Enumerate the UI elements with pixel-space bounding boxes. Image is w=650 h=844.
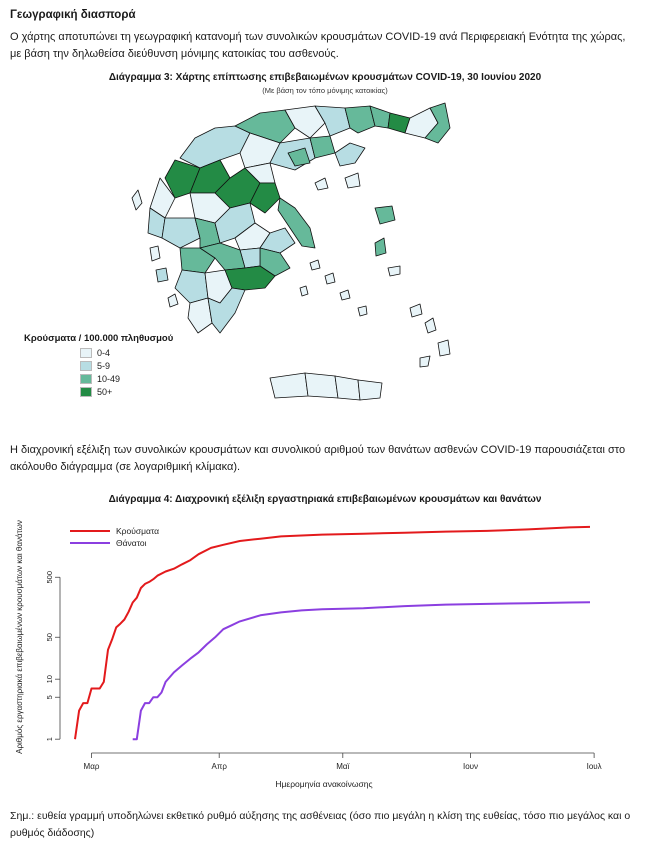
map-region <box>438 340 450 356</box>
map-region <box>175 270 208 303</box>
map-region <box>132 190 142 210</box>
chart-intro-paragraph: Η διαχρονική εξέλιξη των συνολικών κρουσμάτων και συνολικού αριθμού των θανάτων ασθενών COVID-19 παρουσιάζεται στο ακόλουθο διάγραμμα (σε λογαριθμική κλίμακα). <box>10 444 626 473</box>
map-region <box>270 373 308 398</box>
map-region <box>315 178 328 190</box>
chart-footnote: Σημ.: ευθεία γραμμή υποδηλώνει εκθετικό ρυθμό αύξησης της ασθένειας (όσο πιο μεγάλη η κλίση της ευθείας, τόσο πιο μεγάλος και ο ρυθμός διάδοσης) <box>10 810 631 839</box>
legend-swatch <box>80 374 92 384</box>
legend-swatch <box>80 387 92 397</box>
map-region <box>375 206 395 224</box>
map-region <box>388 266 400 276</box>
y-tick-label: 500 <box>45 570 54 584</box>
line-chart-title: Διάγραμμα 4: Διαχρονική εξέλιξη εργαστηριακά επιβεβαιωμένων κρουσμάτων και θανάτων <box>108 494 542 505</box>
map-region <box>340 290 350 300</box>
y-tick-label: 1 <box>45 737 54 742</box>
map-figure-title: Διάγραμμα 3: Χάρτης επίπτωσης επιβεβαιωμένων κρουσμάτων COVID-19, 30 Ιουνίου 2020 <box>108 72 542 83</box>
map-region <box>310 260 320 270</box>
legend-swatch <box>80 361 92 371</box>
map-region <box>325 273 335 284</box>
intro-paragraph: Ο χάρτης αποτυπώνει τη γεωγραφική κατανομή των συνολικών κρουσμάτων COVID-19 ανά Περιφερειακή Ενότητα της χώρας, με βάση την δηλωθείσα διεύθυνση μόνιμης κατοικίας του ασθενούς. <box>10 31 626 60</box>
x-tick-label: Ιουλ <box>586 762 602 771</box>
legend-swatch <box>80 348 92 358</box>
legend-label: Θάνατοι <box>116 538 147 548</box>
map-region <box>375 238 386 256</box>
map-region <box>156 268 168 282</box>
series-line-Θάνατοι <box>133 602 590 739</box>
map-region <box>420 356 430 367</box>
x-tick-label: Ιουν <box>462 762 479 771</box>
map-region <box>162 218 200 248</box>
map-region <box>335 143 365 166</box>
legend-label: 50+ <box>97 387 113 397</box>
y-tick-label: 10 <box>45 675 54 684</box>
legend-label: 10-49 <box>97 374 121 384</box>
y-axis-label: Αριθμός εργαστηριακά επιβεβαιωμένων κρουσμάτων και θανάτων <box>15 520 24 754</box>
y-tick-label: 50 <box>45 633 54 642</box>
y-tick-label: 5 <box>45 695 54 700</box>
legend-label: 0-4 <box>97 348 111 358</box>
map-legend-item <box>80 361 110 371</box>
map-region <box>335 376 360 400</box>
cases-deaths-line-chart <box>0 505 650 800</box>
map-legend-title: Κρούσματα / 100.000 πληθυσμού <box>24 333 174 344</box>
legend-label: Κρούσματα <box>116 526 160 536</box>
map-region <box>168 294 178 307</box>
map-region <box>188 298 212 333</box>
map-legend-item <box>80 374 120 384</box>
map-region <box>425 318 436 333</box>
map-region <box>358 306 367 316</box>
map-region <box>410 304 422 317</box>
map-legend-item <box>80 348 110 358</box>
greece-choropleth-map <box>120 98 510 416</box>
map-region <box>345 173 360 188</box>
series-line-Κρούσματα <box>75 527 590 739</box>
map-legend-item <box>80 387 112 397</box>
map-figure-subtitle: (Με βάση τον τόπο μόνιμης κατοικίας) <box>262 86 388 95</box>
map-region <box>358 380 382 400</box>
legend-label: 5-9 <box>97 361 111 371</box>
map-region <box>305 373 338 398</box>
x-tick-label: Μαϊ <box>336 762 350 771</box>
map-region <box>150 246 160 261</box>
map-region <box>345 106 375 133</box>
map-region <box>300 286 308 296</box>
x-axis-label: Ημερομηνία ανακοίνωσης <box>275 779 373 789</box>
x-tick-label: Μαρ <box>83 762 100 771</box>
section-title: Γεωγραφική διασπορά <box>10 9 136 21</box>
x-tick-label: Απρ <box>211 762 227 771</box>
